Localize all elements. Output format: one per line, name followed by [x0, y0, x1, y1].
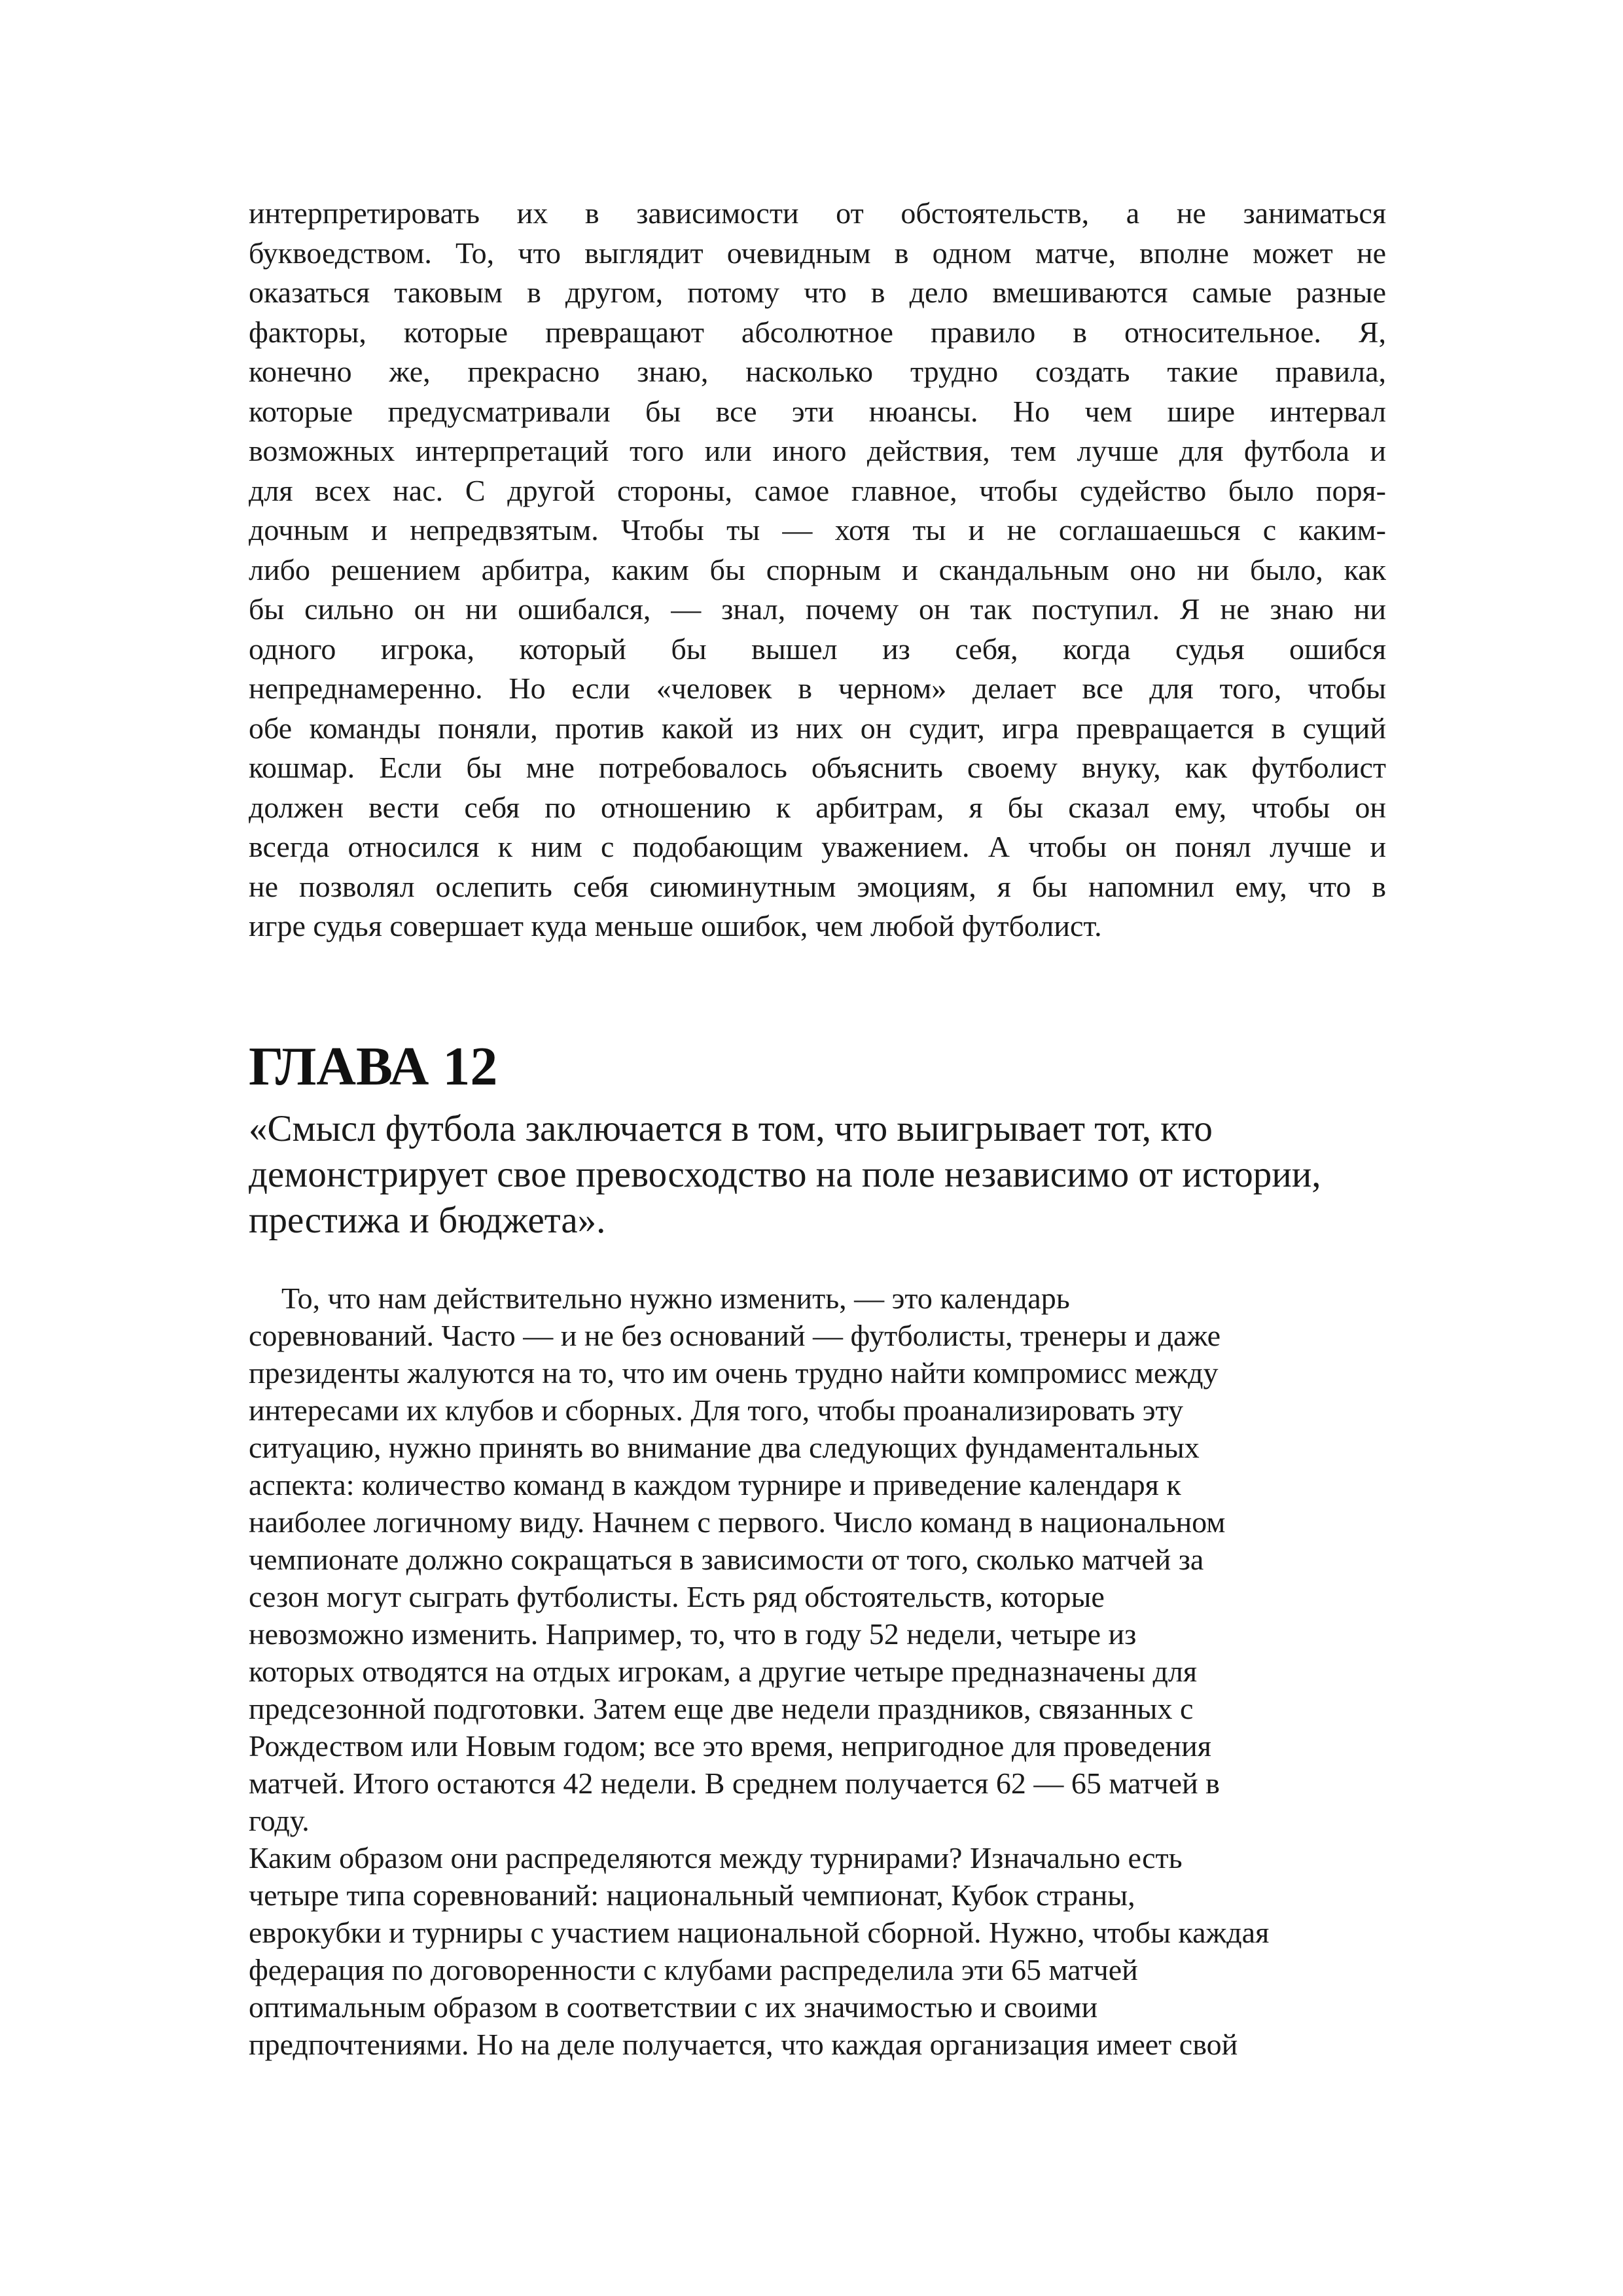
text-line: кошмар. Если бы мне потребовалось объяснить своему внуку, как футболист	[249, 751, 1386, 784]
text-line: возможных интерпретаций того или иного действия, тем лучше для футбола и	[249, 434, 1386, 467]
text-line: буквоедством. То, что выглядит очевидным в одном матче, вполне может не	[249, 236, 1386, 270]
text-line: одного игрока, который бы вышел из себя, когда судья ошибся	[249, 632, 1386, 666]
text-line: году.	[249, 1804, 310, 1837]
text-line: которых отводятся на отдых игрокам, а другие четыре предназначены для	[249, 1655, 1197, 1688]
text-line: сезон могут сыграть футболисты. Есть ряд обстоятельств, которые	[249, 1580, 1105, 1613]
chapter-title: ГЛАВА 12	[249, 1036, 498, 1097]
text-line: для всех нас. С другой стороны, самое главное, чтобы судейство было поря-	[249, 473, 1386, 507]
text-line: бы сильно он ни ошибался, — знал, почему он так поступил. Я не знаю ни	[249, 592, 1386, 626]
text-line: интерпретировать их в зависимости от обстоятельств, а не заниматься	[249, 196, 1386, 230]
text-line: либо решением арбитра, каким бы спорным и скандальным оно ни было, как	[249, 552, 1386, 586]
text-line: должен вести себя по отношению к арбитрам, я бы сказал ему, чтобы он	[249, 790, 1386, 824]
text-line: ситуацию, нужно принять во внимание два следующих фундаментальных	[249, 1431, 1200, 1464]
text-line: Каким образом они распределяются между турнирами? Изначально есть	[249, 1841, 1183, 1874]
text-line: федерация по договоренности с клубами распределила эти 65 матчей	[249, 1953, 1138, 1986]
text-line: предсезонной подготовки. Затем еще две недели праздников, связанных с	[249, 1692, 1194, 1725]
body-text	[249, 1280, 1400, 2063]
text-line: всегда относился к ним с подобающим уважением. А чтобы он понял лучше и	[249, 830, 1386, 863]
text-line: факторы, которые превращают абсолютное правило в относительное. Я,	[249, 315, 1386, 349]
epigraph-line: престижа и бюджета».	[249, 1200, 606, 1241]
text-line: наиболее логичному виду. Начнем с первого. Число команд в национальном	[249, 1505, 1226, 1539]
text-line: соревнований. Часто — и не без оснований — футболисты, тренеры и даже	[249, 1319, 1221, 1352]
body-paragraph-2	[249, 1839, 1400, 2063]
text-line: оказаться таковым в другом, потому что в дело вмешиваются самые разные	[249, 276, 1386, 309]
text-line: оптимальным образом в соответствии с их значимостью и своими	[249, 1990, 1098, 2024]
text-line: невозможно изменить. Например, то, что в году 52 недели, четыре из	[249, 1617, 1137, 1651]
text-line: аспекта: количество команд в каждом турнире и приведение календаря к	[249, 1468, 1181, 1501]
text-line: игре судья совершает куда меньше ошибок, чем любой футболист.	[249, 909, 1102, 942]
text-line: президенты жалуются на то, что им очень трудно найти компромисс между	[249, 1356, 1219, 1390]
text-line: обе команды поняли, против какой из них он судит, игра превращается в сущий	[249, 711, 1386, 745]
text-line: конечно же, прекрасно знаю, насколько трудно создать такие правила,	[249, 355, 1386, 388]
body-paragraph-1	[249, 1280, 1400, 1839]
text-line: еврокубки и турниры с участием национальной сборной. Нужно, чтобы каждая	[249, 1916, 1270, 1949]
text-line: То, что нам действительно нужно изменить, — это календарь	[281, 1282, 1070, 1315]
text-line: дочным и непредвзятым. Чтобы ты — хотя ты и не соглашаешься с каким-	[249, 513, 1386, 547]
text-line: предпочтениями. Но на деле получается, что каждая организация имеет свой	[249, 2028, 1238, 2061]
epigraph-line: демонстрирует свое превосходство на поле независимо от истории,	[249, 1154, 1321, 1195]
text-line: матчей. Итого остаются 42 недели. В среднем получается 62 — 65 матчей в	[249, 1767, 1220, 1800]
text-line: интересами их клубов и сборных. Для того, чтобы проанализировать эту	[249, 1393, 1184, 1427]
text-line: чемпионате должно сокращаться в зависимости от того, сколько матчей за	[249, 1543, 1204, 1576]
epigraph-line: «Смысл футбола заключается в том, что выигрывает тот, кто	[249, 1108, 1213, 1149]
text-line: которые предусматривали бы все эти нюансы. Но чем шире интервал	[249, 394, 1386, 428]
top-paragraph	[249, 194, 1386, 946]
text-line: непреднамеренно. Но если «человек в черном» делает все для того, чтобы	[249, 672, 1386, 705]
chapter-epigraph	[249, 1106, 1394, 1244]
text-line: четыре типа соревнований: национальный чемпионат, Кубок страны,	[249, 1878, 1135, 1912]
text-line: не позволял ослепить себя сиюминутным эмоциям, я бы напомнил ему, что в	[249, 869, 1386, 903]
text-line: Рождеством или Новым годом; все это время, непригодное для проведения	[249, 1729, 1211, 1763]
